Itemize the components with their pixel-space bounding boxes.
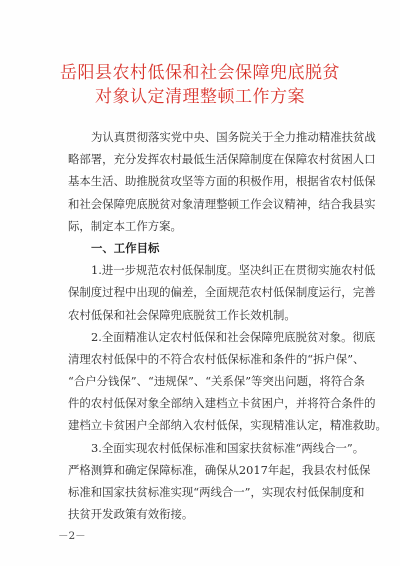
intro-line: 际，制定本工作方案。 (68, 218, 182, 233)
goal-2-line: 建档立卡贫困户全部纳入农村低保，实现精准认定，精准救助。 (68, 418, 387, 433)
goal-1-line: 保制度过程中出现的偏差，全面规范农村低保制度运行，完善 (68, 285, 376, 300)
goal-3-line: 严格测算和确定保障标准，确保从2017年起，我县农村低保 (68, 462, 371, 477)
goal-2-line: 件的农村低保对象全部纳入建档立卡贫困户，并将符合条件的 (68, 396, 376, 411)
page-number: －2－ (58, 530, 86, 542)
goal-1-line: 农村低保和社会保障兜底脱贫工作长效机制。 (68, 307, 296, 322)
goal-3-line: 扶贫开发政策有效衔接。 (68, 507, 194, 522)
document-body (68, 126, 387, 525)
document-title-line-1: 岳阳县农村低保和社会保障兜底脱贫 (60, 63, 340, 83)
goal-2-line: 清理农村低保中的不符合农村低保标准和条件的“拆户保”、 (68, 351, 365, 366)
goal-2-line: “合户分钱保”、“违规保”、“关系保”等突出问题，将符合条 (68, 374, 365, 389)
goal-3-line: 标准和国家扶贫标准实现“两线合一”，实现农村低保制度和 (68, 485, 365, 499)
goal-3-line: 3.全面实现农村低保标准和国家扶贫标准“两线合一”。 (91, 440, 365, 455)
goal-1-line: 1.进一步规范农村低保制度。坚决纠正在贯彻实施农村低 (91, 263, 376, 278)
intro-line: 基本生活、助推脱贫攻坚等方面的积极作用，根据省农村低保 (68, 174, 376, 189)
intro-line: 略部署，充分发挥农村最低生活保障制度在保障农村贫困人口 (68, 152, 376, 167)
intro-line: 和社会保障兜底脱贫对象清理整顿工作会议精神，结合我县实 (68, 196, 376, 211)
document-title-line-2: 对象认定清理整顿工作方案 (95, 87, 305, 107)
section-heading: 一、工作目标 (91, 240, 160, 255)
intro-line: 为认真贯彻落实党中央、国务院关于全力推动精准扶贫战 (91, 130, 376, 144)
goal-2-line: 2.全面精准认定农村低保和社会保障兜底脱贫对象。彻底 (91, 329, 376, 344)
